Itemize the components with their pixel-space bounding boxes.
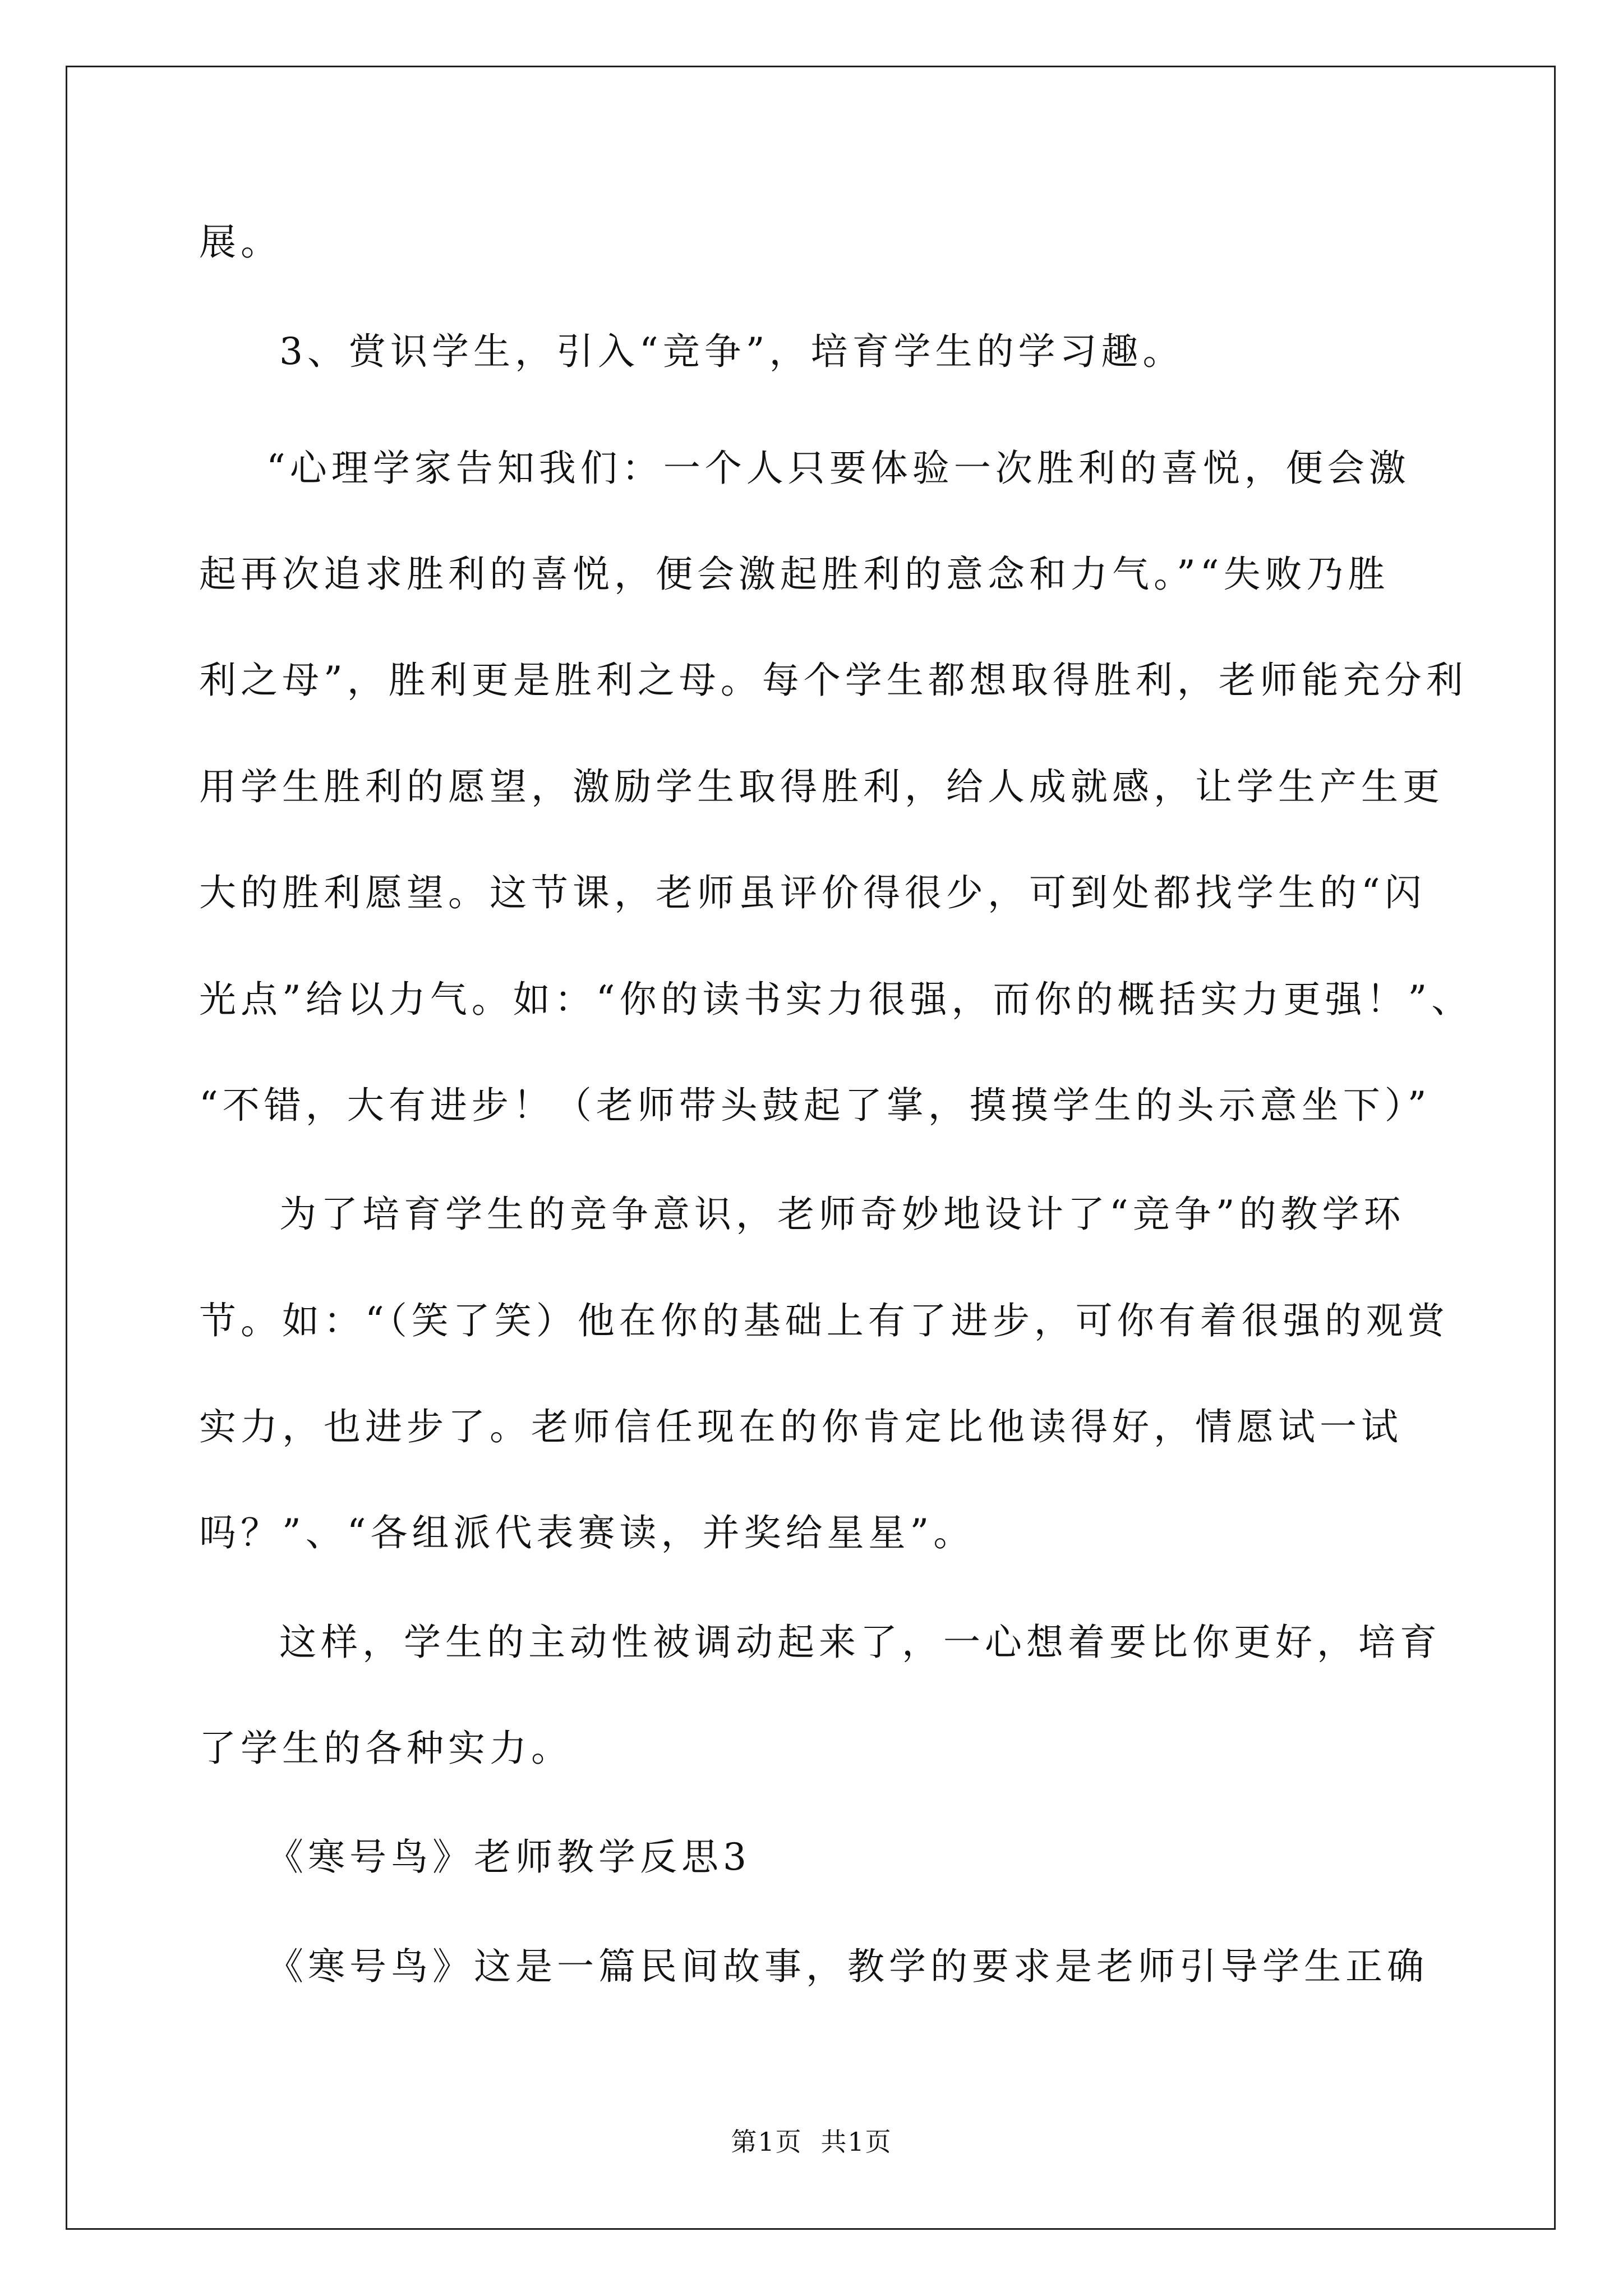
page-number: 第1页 [731, 2127, 803, 2157]
text-line: 实力，也进步了。老师信任现在的你肯定比他读得好，情愿试一试 [199, 1405, 1403, 1448]
text-line: “心理学家告知我们：一个人只要体验一次胜利的喜悦，便会激 [266, 447, 1410, 490]
text-line: 利之母”，胜利更是胜利之母。每个学生都想取得胜利，老师能充分利 [199, 659, 1468, 702]
page-footer [0, 2126, 1623, 2157]
text-line: 为了培育学生的竞争意识，老师奇妙地设计了“竞争”的教学环 [279, 1193, 1405, 1236]
text-line: 大的胜利愿望。这节课，老师虽评价得很少，可到处都找学生的“闪 [199, 871, 1426, 914]
text-line: 起再次追求胜利的喜悦，便会激起胜利的意念和力气。”“失败乃胜 [199, 553, 1390, 596]
text-line: 展。 [199, 220, 282, 264]
text-line: 光点”给以力气。如：“你的读书实力很强，而你的概括实力更强！”、 [199, 978, 1473, 1021]
text-line: 吗？”、“各组派代表赛读，并奖给星星”。 [199, 1511, 975, 1554]
text-line: 《寒号鸟》这是一篇民间故事，教学的要求是老师引导学生正确 [266, 1945, 1428, 1988]
text-line: 3、赏识学生，引入“竞争”，培育学生的学习趣。 [279, 330, 1184, 373]
text-line: 这样，学生的主动性被调动起来了，一心想着要比你更好，培育 [279, 1621, 1441, 1664]
text-line: 了学生的各种实力。 [199, 1727, 573, 1770]
text-line: “不错，大有进步！（老师带头鼓起了掌，摸摸学生的头示意坐下）” [199, 1084, 1431, 1127]
page-total: 共1页 [820, 2127, 892, 2157]
page-border [66, 66, 1556, 2230]
text-line: 用学生胜利的愿望，激励学生取得胜利，给人成就感，让学生产生更 [199, 765, 1444, 808]
section-heading: 《寒号鸟》老师教学反思3 [266, 1835, 751, 1879]
text-line: 节。如：“（笑了笑）他在你的基础上有了进步，可你有着很强的观赏 [199, 1299, 1449, 1342]
